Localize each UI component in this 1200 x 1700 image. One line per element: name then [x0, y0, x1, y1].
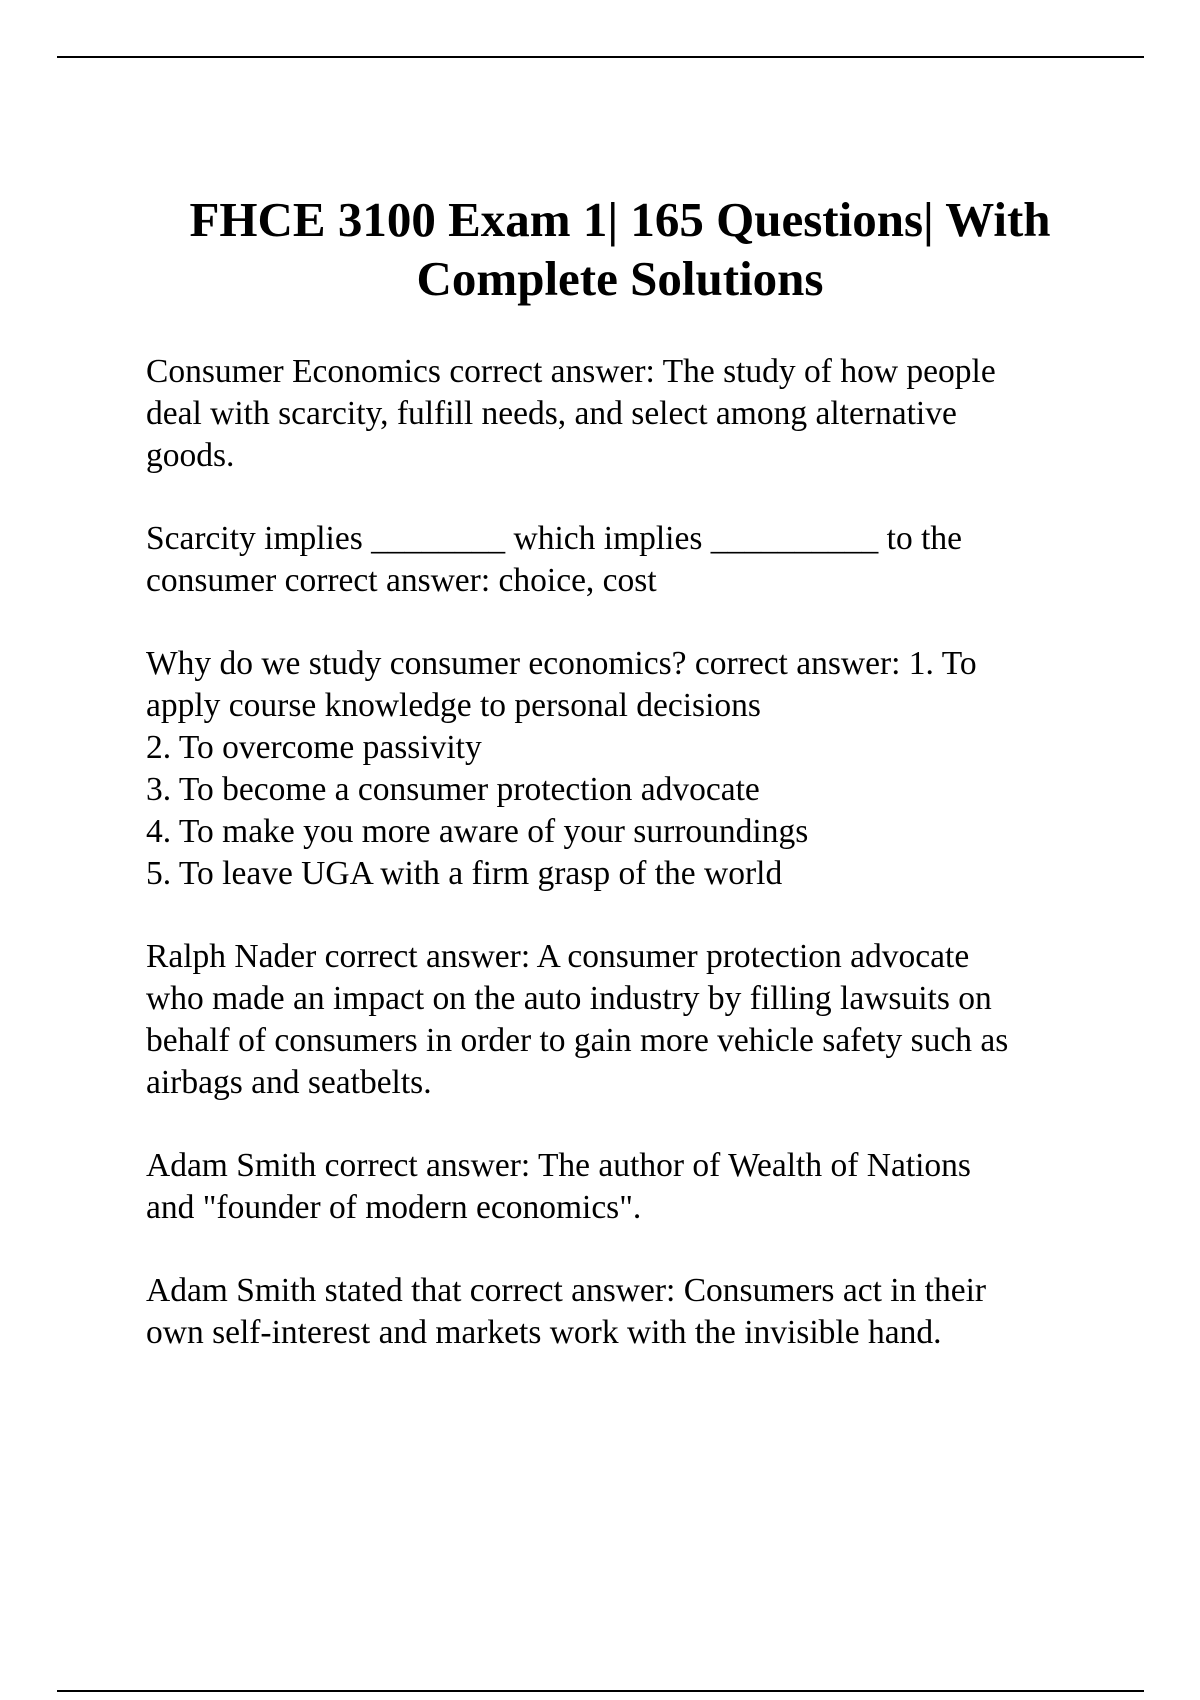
qa-entry-why-study	[146, 643, 1106, 895]
entry-line: consumer correct answer: choice, cost	[146, 562, 657, 599]
title-line: FHCE 3100 Exam 1| 165 Questions| With	[189, 192, 1051, 247]
qa-entry-consumer-economics	[146, 351, 1106, 477]
entry-line: 4. To make you more aware of your surroundings	[146, 813, 809, 850]
document-body	[146, 351, 1106, 1395]
entry-line: apply course knowledge to personal decisions	[146, 687, 761, 724]
entry-line: deal with scarcity, fulfill needs, and select among alternative	[146, 395, 957, 432]
bottom-rule	[57, 1690, 1144, 1692]
entry-line: 2. To overcome passivity	[146, 729, 482, 766]
entry-line: Consumer Economics correct answer: The study of how people	[146, 353, 996, 390]
entry-line: airbags and seatbelts.	[146, 1064, 432, 1101]
entry-line: Adam Smith correct answer: The author of Wealth of Nations	[146, 1147, 971, 1184]
top-rule	[57, 56, 1144, 58]
entry-line: who made an impact on the auto industry by filling lawsuits on	[146, 980, 992, 1017]
entry-line: Why do we study consumer economics? correct answer: 1. To	[146, 645, 977, 682]
entry-line: own self-interest and markets work with the invisible hand.	[146, 1314, 942, 1351]
qa-entry-adam-smith	[146, 1145, 1106, 1229]
title-line: Complete Solutions	[416, 251, 824, 306]
entry-line: behalf of consumers in order to gain more vehicle safety such as	[146, 1022, 1009, 1059]
qa-entry-adam-smith-stated	[146, 1270, 1106, 1354]
entry-line: 5. To leave UGA with a firm grasp of the world	[146, 855, 783, 892]
qa-entry-scarcity	[146, 518, 1106, 602]
entry-line: Ralph Nader correct answer: A consumer protection advocate	[146, 938, 970, 975]
entry-line: and "founder of modern economics".	[146, 1189, 642, 1226]
entry-line: 3. To become a consumer protection advocate	[146, 771, 760, 808]
entry-line: goods.	[146, 437, 235, 474]
qa-entry-ralph-nader	[146, 936, 1106, 1104]
entry-line: Scarcity implies ________ which implies __________ to the	[146, 520, 963, 557]
entry-line: Adam Smith stated that correct answer: Consumers act in their	[146, 1272, 987, 1309]
document-title	[120, 190, 1120, 308]
